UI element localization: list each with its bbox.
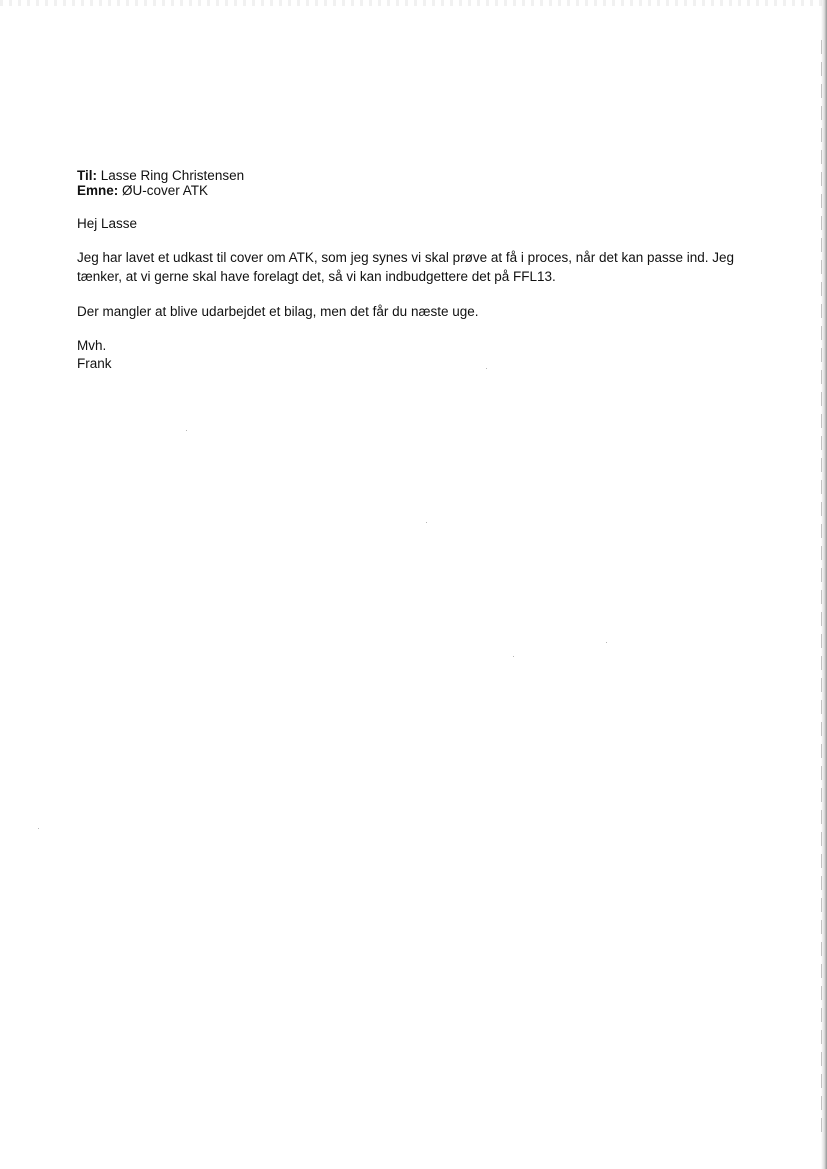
email-header: [77, 168, 777, 198]
scan-speck: [426, 522, 427, 523]
scan-speck: [186, 430, 187, 431]
scan-edge-top: [0, 0, 827, 6]
body-paragraph-1: Jeg har lavet et udkast til cover om ATK, som jeg synes vi skal prøve at få i proces, når det kan passe ind. Jeg tænker, at vi gerne skal have forelagt det, så vi kan indbudgettere det på FFL13.: [77, 250, 735, 284]
scan-speck: [38, 828, 39, 829]
closing: Mvh.: [77, 338, 107, 353]
to-label: Til:: [77, 168, 97, 183]
greeting: Hej Lasse: [77, 216, 138, 231]
scan-speck: [606, 642, 607, 643]
to-line: [77, 168, 777, 183]
signature: Frank: [77, 356, 112, 371]
subject-label: Emne:: [77, 183, 119, 198]
scan-edge-line: [821, 40, 822, 1140]
subject-line: [77, 183, 777, 198]
body-paragraph-2: Der mangler at blive udarbejdet et bilag, men det får du næste uge.: [77, 304, 479, 319]
subject-value: ØU-cover ATK: [122, 183, 209, 198]
to-value: Lasse Ring Christensen: [100, 168, 245, 183]
email-letter: [77, 168, 777, 373]
scan-speck: [513, 656, 514, 657]
